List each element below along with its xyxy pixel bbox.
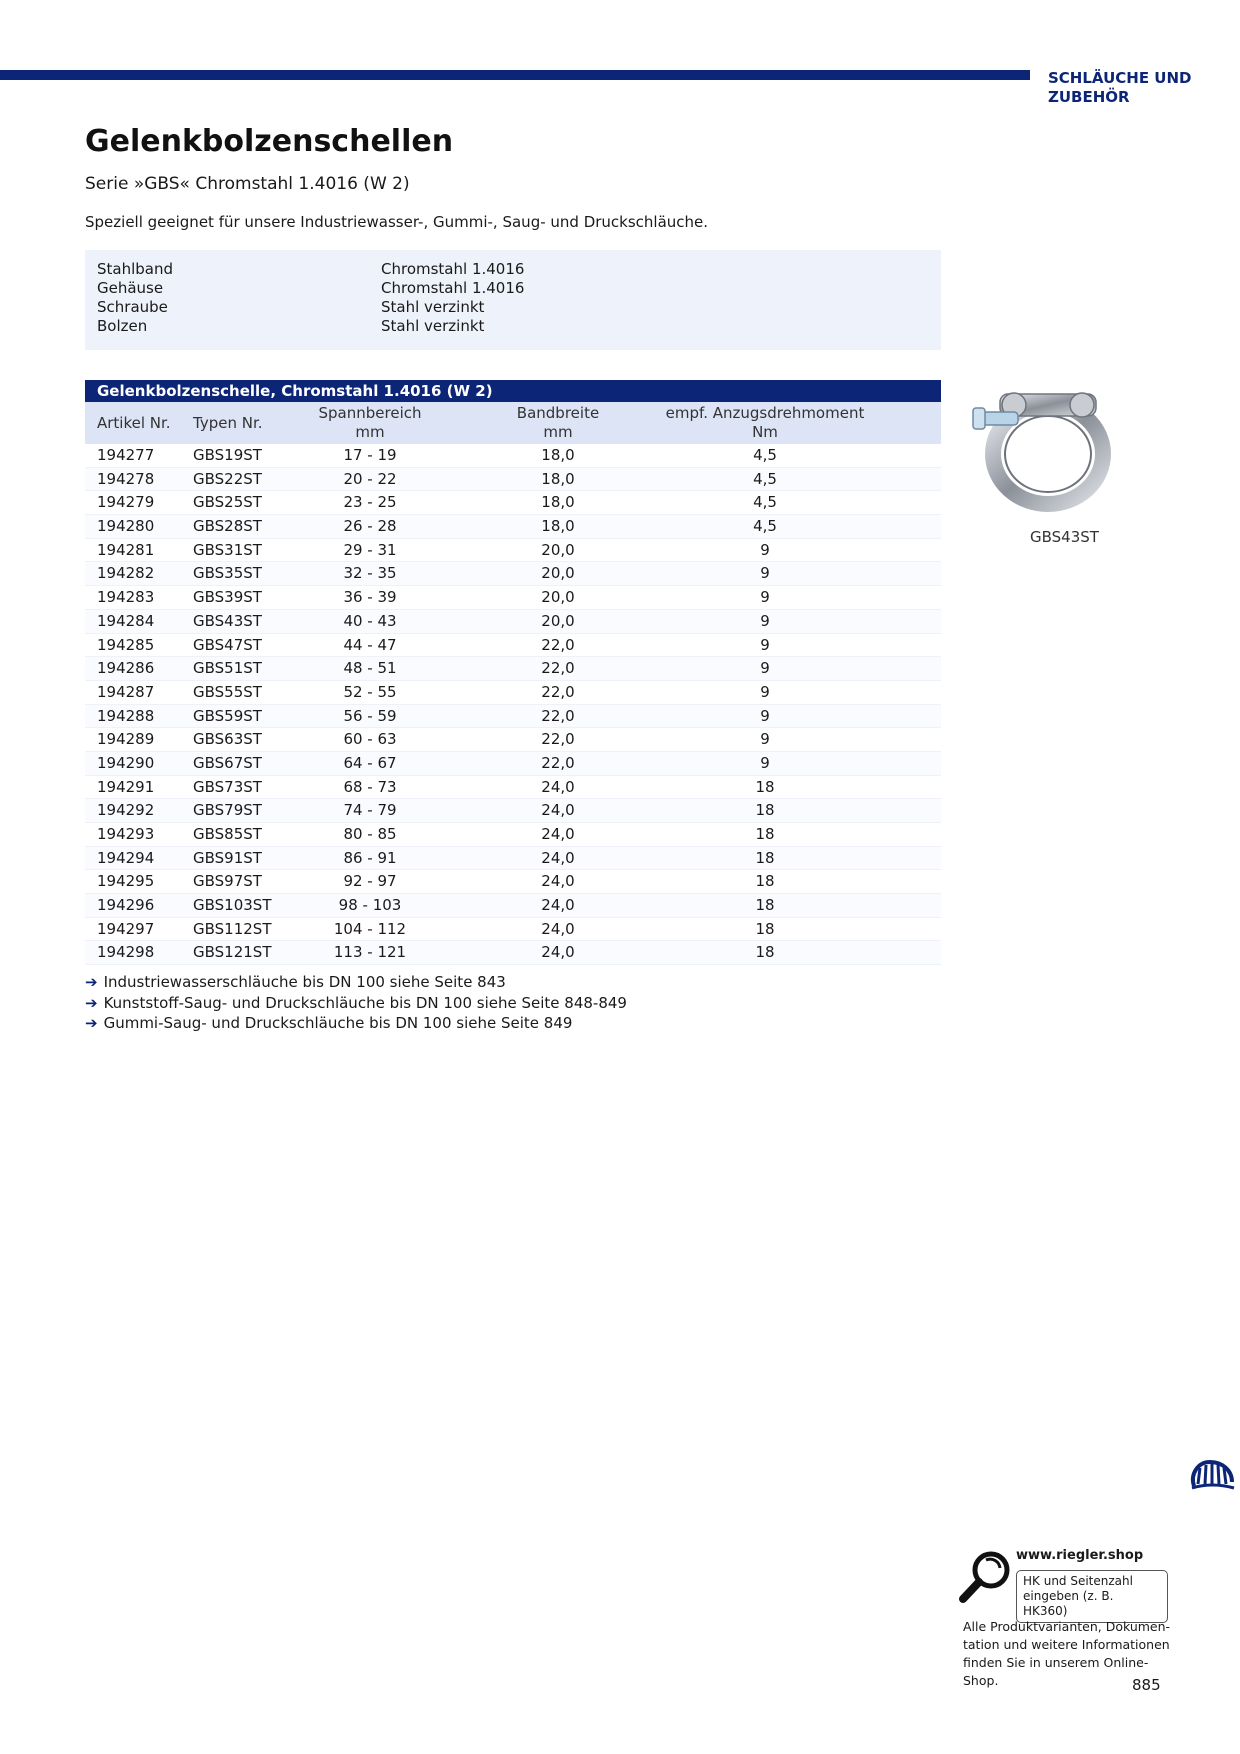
- cell-bandbreite: 24,0: [541, 848, 575, 867]
- reference-link[interactable]: [85, 1013, 627, 1034]
- material-row: [97, 260, 525, 279]
- cell-typ: GBS39ST: [193, 588, 262, 607]
- cell-spannbereich: 113 - 121: [333, 943, 407, 962]
- cell-artikel: 194284: [97, 611, 155, 630]
- cell-spannbereich: 86 - 91: [343, 848, 397, 867]
- cell-bandbreite: 22,0: [541, 730, 575, 749]
- cell-drehmoment: 4,5: [753, 493, 777, 512]
- cell-typ: GBS55ST: [193, 682, 262, 701]
- cell-typ: GBS51ST: [193, 659, 262, 678]
- cell-drehmoment: 9: [760, 635, 770, 654]
- category-line-2: ZUBEHÖR: [1048, 88, 1130, 106]
- material-value: Chromstahl 1.4016: [381, 279, 525, 297]
- table-title: Gelenkbolzenschelle, Chromstahl 1.4016 (W 2): [85, 380, 941, 402]
- cell-bandbreite: 24,0: [541, 872, 575, 891]
- shop-input-line-2: eingeben (z. B. HK360): [1023, 1589, 1114, 1618]
- cell-drehmoment: 4,5: [753, 469, 777, 488]
- cell-typ: GBS112ST: [193, 919, 272, 938]
- cell-bandbreite: 24,0: [541, 943, 575, 962]
- cell-drehmoment: 18: [755, 848, 775, 867]
- magnifier-icon: [956, 1548, 1014, 1606]
- page-title: Gelenkbolzenschellen: [85, 124, 454, 159]
- cell-typ: GBS73ST: [193, 777, 262, 796]
- cell-artikel: 194283: [97, 588, 155, 607]
- cell-typ: GBS59ST: [193, 706, 262, 725]
- cell-typ: GBS63ST: [193, 730, 262, 749]
- shop-input-line-1: HK und Seitenzahl: [1023, 1574, 1133, 1588]
- reference-link-text: Gummi-Saug- und Druckschläuche bis DN 100 siehe Seite 849: [103, 1014, 573, 1032]
- cell-drehmoment: 18: [755, 943, 775, 962]
- cell-artikel: 194286: [97, 659, 155, 678]
- table-row: [85, 799, 941, 823]
- cell-drehmoment: 4,5: [753, 446, 777, 464]
- arrow-right-icon: ➔: [85, 973, 98, 991]
- materials-box: [85, 250, 941, 350]
- header-bandbreite: Bandbreite: [516, 404, 600, 422]
- cell-typ: GBS103ST: [193, 896, 272, 915]
- cell-typ: GBS97ST: [193, 872, 262, 891]
- cell-drehmoment: 18: [755, 825, 775, 843]
- cell-bandbreite: 18,0: [541, 469, 575, 488]
- table-row: [85, 610, 941, 634]
- cell-spannbereich: 64 - 67: [343, 753, 397, 772]
- shop-text-line-2: tation und weitere Informationen: [963, 1637, 1170, 1652]
- cell-spannbereich: 52 - 55: [343, 682, 397, 701]
- cell-typ: GBS22ST: [193, 469, 262, 488]
- cell-spannbereich: 29 - 31: [343, 540, 397, 559]
- cell-bandbreite: 22,0: [541, 706, 575, 725]
- cell-typ: GBS91ST: [193, 848, 262, 867]
- cell-drehmoment: 9: [760, 706, 770, 725]
- cell-typ: GBS43ST: [193, 611, 262, 630]
- cell-bandbreite: 24,0: [541, 896, 575, 915]
- header-bar: [0, 70, 1030, 80]
- table-row: [85, 515, 941, 539]
- cell-drehmoment: 9: [760, 564, 770, 583]
- table-row: [85, 870, 941, 894]
- table-row: [85, 941, 941, 965]
- cell-bandbreite: 22,0: [541, 659, 575, 678]
- shop-text-line-3: finden Sie in unserem Online-Shop.: [963, 1655, 1149, 1688]
- material-row: [97, 317, 485, 336]
- table-row: [85, 776, 941, 800]
- cell-spannbereich: 40 - 43: [343, 611, 397, 630]
- cell-bandbreite: 24,0: [541, 825, 575, 843]
- cell-bandbreite: 22,0: [541, 635, 575, 654]
- image-caption: GBS43ST: [1030, 528, 1099, 546]
- description: Speziell geeignet für unsere Industriewasser-, Gummi-, Saug- und Druckschläuche.: [85, 213, 709, 231]
- cell-artikel: 194298: [97, 943, 155, 962]
- cell-bandbreite: 20,0: [541, 588, 575, 607]
- cell-drehmoment: 9: [760, 753, 770, 772]
- page-subtitle: Serie »GBS« Chromstahl 1.4016 (W 2): [85, 174, 410, 194]
- cell-bandbreite: 24,0: [541, 777, 575, 796]
- table-row: [85, 444, 941, 468]
- cell-artikel: 194291: [97, 777, 155, 796]
- cell-bandbreite: 24,0: [541, 919, 575, 938]
- cell-typ: GBS35ST: [193, 564, 262, 583]
- cell-typ: GBS79ST: [193, 801, 262, 820]
- cell-artikel: 194288: [97, 706, 155, 725]
- shop-url[interactable]: www.riegler.shop: [1016, 1548, 1144, 1563]
- cell-spannbereich: 44 - 47: [343, 635, 397, 654]
- material-row: [97, 279, 525, 298]
- cell-spannbereich: 20 - 22: [343, 469, 397, 488]
- reference-link-text: Industriewasserschläuche bis DN 100 siehe Seite 843: [103, 973, 506, 991]
- cell-spannbereich: 60 - 63: [343, 730, 397, 749]
- material-label: Stahlband: [97, 260, 174, 278]
- header-artikel: Artikel Nr.: [97, 414, 171, 432]
- cell-spannbereich: 92 - 97: [343, 872, 397, 891]
- cell-artikel: 194290: [97, 753, 155, 772]
- cell-typ: GBS121ST: [193, 943, 272, 962]
- cell-artikel: 194280: [97, 517, 155, 536]
- cell-spannbereich: 80 - 85: [343, 825, 397, 843]
- table-row: [85, 491, 941, 515]
- header-spannbereich: Spannbereich: [318, 404, 422, 422]
- cell-spannbereich: 74 - 79: [343, 801, 397, 820]
- table-row: [85, 705, 941, 729]
- cell-spannbereich: 36 - 39: [343, 588, 397, 607]
- cell-spannbereich: 17 - 19: [343, 446, 397, 464]
- cell-artikel: 194279: [97, 493, 155, 512]
- reference-link[interactable]: [85, 972, 627, 993]
- table-row: [85, 468, 941, 492]
- cell-bandbreite: 18,0: [541, 446, 575, 464]
- table-row: [85, 728, 941, 752]
- table-row: [85, 586, 941, 610]
- category-line-1: SCHLÄUCHE UND: [1048, 69, 1192, 87]
- cell-drehmoment: 18: [755, 896, 775, 915]
- product-table: [85, 380, 941, 965]
- cell-bandbreite: 24,0: [541, 801, 575, 820]
- cell-artikel: 194289: [97, 730, 155, 749]
- cell-artikel: 194287: [97, 682, 155, 701]
- table-header-row: [85, 402, 941, 444]
- cell-spannbereich: 98 - 103: [338, 896, 402, 915]
- arrow-right-icon: ➔: [85, 993, 98, 1012]
- cell-artikel: 194295: [97, 872, 155, 891]
- header-typen: Typen Nr.: [193, 414, 263, 432]
- cell-bandbreite: 20,0: [541, 611, 575, 630]
- material-value: Chromstahl 1.4016: [381, 260, 525, 278]
- cell-artikel: 194278: [97, 469, 155, 488]
- cell-artikel: 194297: [97, 919, 155, 938]
- hose-clamp-image: [970, 372, 1120, 522]
- cell-typ: GBS25ST: [193, 493, 262, 512]
- cell-spannbereich: 56 - 59: [343, 706, 397, 725]
- material-value: Stahl verzinkt: [381, 317, 485, 335]
- cell-drehmoment: 9: [760, 682, 770, 701]
- shop-search-box[interactable]: [1016, 1570, 1168, 1623]
- cell-artikel: 194277: [97, 446, 155, 464]
- header-bandbreite-unit: mm: [543, 423, 573, 441]
- table-body: [85, 444, 941, 965]
- table-row: [85, 847, 941, 871]
- cell-artikel: 194285: [97, 635, 155, 654]
- table-row: [85, 918, 941, 942]
- cell-drehmoment: 9: [760, 730, 770, 749]
- material-label: Schraube: [97, 298, 168, 316]
- riegler-logo-icon: [1188, 1456, 1236, 1494]
- reference-links: [85, 972, 627, 1034]
- material-value: Stahl verzinkt: [381, 298, 485, 316]
- cell-typ: GBS28ST: [193, 517, 262, 536]
- cell-drehmoment: 4,5: [753, 517, 777, 536]
- cell-drehmoment: 18: [755, 801, 775, 820]
- shop-text-line-1: Alle Produktvarianten, Dokumen-: [963, 1619, 1171, 1634]
- cell-typ: GBS67ST: [193, 753, 262, 772]
- category-label: [1048, 69, 1191, 107]
- header-drehmoment-unit: Nm: [752, 423, 778, 441]
- table-row: [85, 657, 941, 681]
- table-row: [85, 681, 941, 705]
- cell-spannbereich: 68 - 73: [343, 777, 397, 796]
- cell-drehmoment: 9: [760, 611, 770, 630]
- cell-bandbreite: 20,0: [541, 540, 575, 559]
- cell-bandbreite: 20,0: [541, 564, 575, 583]
- table-row: [85, 562, 941, 586]
- cell-drehmoment: 9: [760, 659, 770, 678]
- reference-link-text: Kunststoff-Saug- und Druckschläuche bis DN 100 siehe Seite 848-849: [103, 993, 627, 1012]
- cell-spannbereich: 23 - 25: [343, 493, 397, 512]
- cell-artikel: 194282: [97, 564, 155, 583]
- cell-artikel: 194293: [97, 825, 155, 843]
- material-row: [97, 298, 485, 317]
- table-row: [85, 894, 941, 918]
- table-row: [85, 752, 941, 776]
- table-row: [85, 539, 941, 563]
- cell-artikel: 194281: [97, 540, 155, 559]
- material-label: Bolzen: [97, 317, 148, 335]
- material-label: Gehäuse: [97, 279, 164, 297]
- cell-drehmoment: 9: [760, 540, 770, 559]
- cell-spannbereich: 104 - 112: [333, 919, 407, 938]
- table-row: [85, 823, 941, 847]
- cell-typ: GBS19ST: [193, 446, 262, 464]
- cell-bandbreite: 22,0: [541, 682, 575, 701]
- cell-bandbreite: 18,0: [541, 517, 575, 536]
- cell-spannbereich: 48 - 51: [343, 659, 397, 678]
- cell-drehmoment: 18: [755, 872, 775, 891]
- reference-link[interactable]: [85, 993, 627, 1014]
- cell-typ: GBS31ST: [193, 540, 262, 559]
- table-row: [85, 634, 941, 658]
- arrow-right-icon: ➔: [85, 1014, 98, 1032]
- header-spannbereich-unit: mm: [355, 423, 385, 441]
- cell-typ: GBS47ST: [193, 635, 262, 654]
- cell-drehmoment: 18: [755, 919, 775, 938]
- cell-spannbereich: 26 - 28: [343, 517, 397, 536]
- page-number: 885: [1132, 1676, 1161, 1694]
- cell-artikel: 194296: [97, 896, 155, 915]
- cell-drehmoment: 9: [760, 588, 770, 607]
- cell-typ: GBS85ST: [193, 825, 262, 843]
- cell-artikel: 194292: [97, 801, 155, 820]
- cell-bandbreite: 18,0: [541, 493, 575, 512]
- cell-drehmoment: 18: [755, 777, 775, 796]
- cell-spannbereich: 32 - 35: [343, 564, 397, 583]
- cell-bandbreite: 22,0: [541, 753, 575, 772]
- header-drehmoment: empf. Anzugsdrehmoment: [665, 404, 865, 422]
- cell-artikel: 194294: [97, 848, 155, 867]
